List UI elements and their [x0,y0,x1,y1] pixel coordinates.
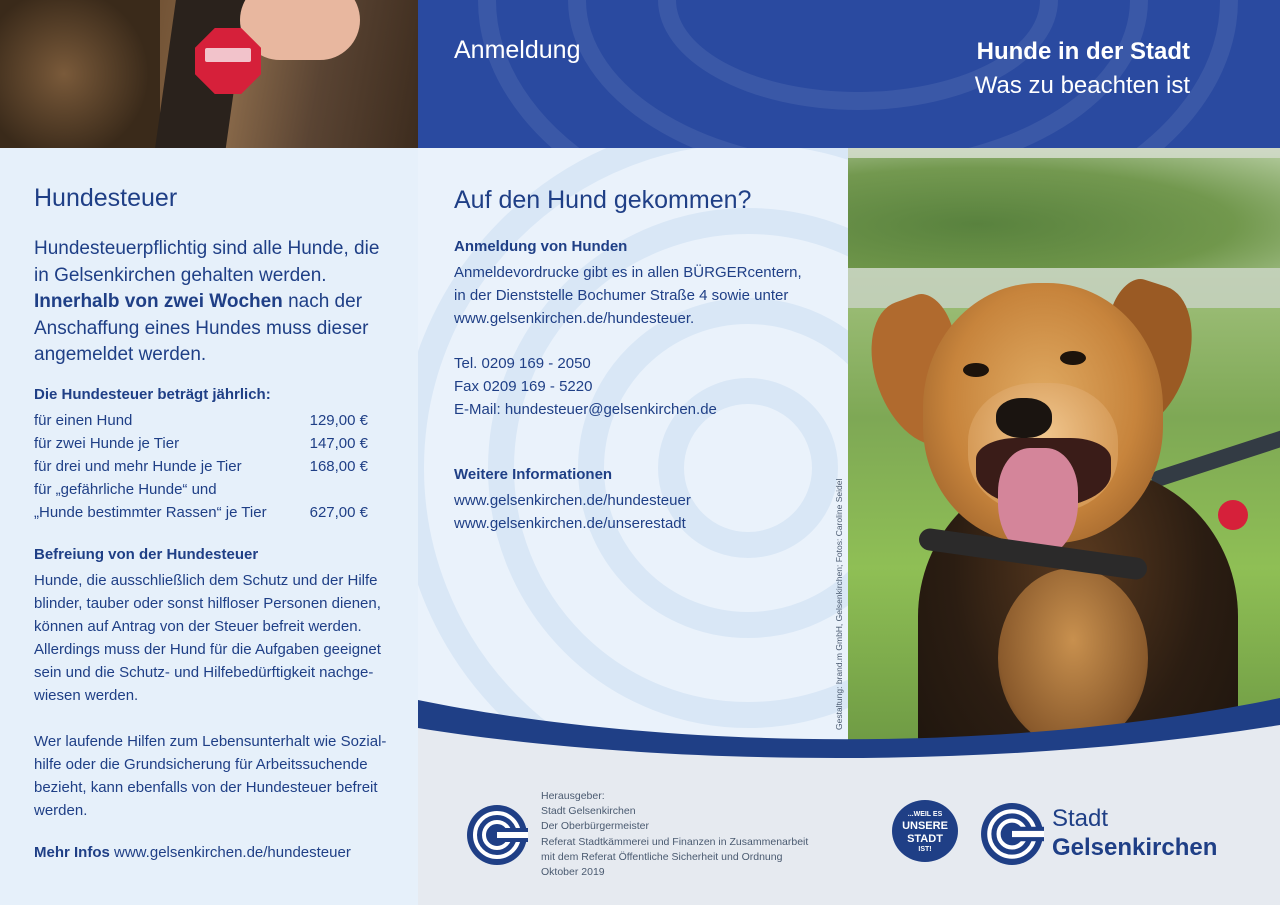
registration-line: in der Dienststelle Bochumer Straße 4 sowie unter [454,287,789,304]
intro-part-1: Hundesteuerpflichtig sind alle Hunde, die in Gelsenkirchen gehalten werden. [34,238,380,286]
publisher-line: Der Oberbürgermeister [541,820,649,833]
fee-label: für „gefährliche Hunde“ und [34,481,217,498]
more-info-heading: Weitere Informationen [454,466,613,483]
fee-value: 129,00 € [309,412,368,429]
fee-label: für zwei Hunde je Tier [34,435,180,452]
header-band [418,0,1280,148]
exemption-text: Hunde, die ausschließlich dem Schutz und der Hilfe blinder, tauber oder sonst hilfloser Personen dienen, können auf Antrag von der Steuer befreit werden. Allerdings muss der Hund für die Aufgaben geeignet sein und die Schutz- und Hilfebedürftigkeit nachge-wiesen werden. [34,572,381,704]
link-unserestadt[interactable]: www.gelsenkirchen.de/unserestadt [454,515,686,532]
city-wordmark-stadt: Stadt [1052,805,1109,832]
badge-line: IST! [918,846,932,853]
publisher-info [541,789,808,880]
phone: Tel. 0209 169 - 2050 [454,355,591,372]
fee-table [34,409,368,524]
section-label: Anmeldung [454,36,581,64]
collar-tag-photo [0,0,418,148]
fee-row [34,455,368,478]
fee-value: 147,00 € [309,435,368,452]
publisher-line: Herausgeber: [541,790,605,802]
city-wordmark-name: Gelsenkirchen [1052,834,1218,861]
more-info-link[interactable]: www.gelsenkirchen.de/hundesteuer [114,844,351,861]
more-info-label: Mehr Infos [34,844,110,861]
contact-block [454,352,717,421]
intro-bold: Innerhalb von zwei Wochen [34,291,283,312]
more-info-links [454,489,691,535]
brochure-subtitle: Was zu beachten ist [974,72,1190,99]
link-hundesteuer[interactable]: www.gelsenkirchen.de/hundesteuer [454,492,691,509]
hundesteuer-title: Hundesteuer [34,184,178,212]
registration-line: Anmeldevordrucke gibt es in allen BÜRGERcentern, [454,264,802,281]
dog-photo [848,148,1280,748]
badge-line: UNSERE [902,820,948,832]
publisher-line: Referat Stadtkämmerei und Finanzen in Zusammenarbeit [541,835,809,848]
badge-line: ...WEIL ES [907,811,943,818]
brochure-title: Hunde in der Stadt [976,38,1190,65]
email[interactable]: E-Mail: hundesteuer@gelsenkirchen.de [454,401,717,418]
registration-heading: Anmeldung von Hunden [454,238,628,255]
publisher-line: Oktober 2019 [541,866,605,879]
unsere-stadt-badge [888,796,962,866]
fee-label: für drei und mehr Hunde je Tier [34,458,242,475]
social-aid-text: Wer laufende Hilfen zum Lebensunterhalt wie Sozial-hilfe oder die Grundsicherung für Arbeitssuchende bezieht, kann ebenfalls von der Hundesteuer befreit werden. [34,733,387,819]
fee-label: „Hunde bestimmter Rassen“ je Tier [34,504,267,521]
intro-part-2: nach der Anschaffung eines Hundes muss dieser angemeldet werden. [34,291,369,365]
city-logo-small [466,804,528,866]
exemption-heading: Befreiung von der Hundesteuer [34,546,259,563]
fax: Fax 0209 169 - 5220 [454,378,593,395]
fee-row [34,478,368,501]
fee-value: 168,00 € [309,458,368,475]
section-title: Auf den Hund gekommen? [454,186,752,214]
city-logo [980,802,1044,866]
fees-heading: Die Hundesteuer beträgt jährlich: [34,386,271,403]
fee-row [34,409,368,432]
badge-line: STADT [907,833,943,845]
registration-link[interactable]: www.gelsenkirchen.de/hundesteuer. [454,310,695,327]
publisher-line: mit dem Referat Öffentliche Sicherheit und Ordnung [541,850,783,863]
fee-value: 627,00 € [309,504,368,521]
more-info [34,844,351,861]
fee-row [34,501,368,524]
fee-row [34,432,368,455]
publisher-line: Stadt Gelsenkirchen [541,805,636,818]
fee-label: für einen Hund [34,412,133,429]
registration-text [454,261,824,330]
left-panel [0,0,418,905]
photo-credits: Gestaltung: brand.m GmbH, Gelsenkirchen; Fotos: Caroline Seidel [834,478,844,730]
intro-text [34,236,394,369]
